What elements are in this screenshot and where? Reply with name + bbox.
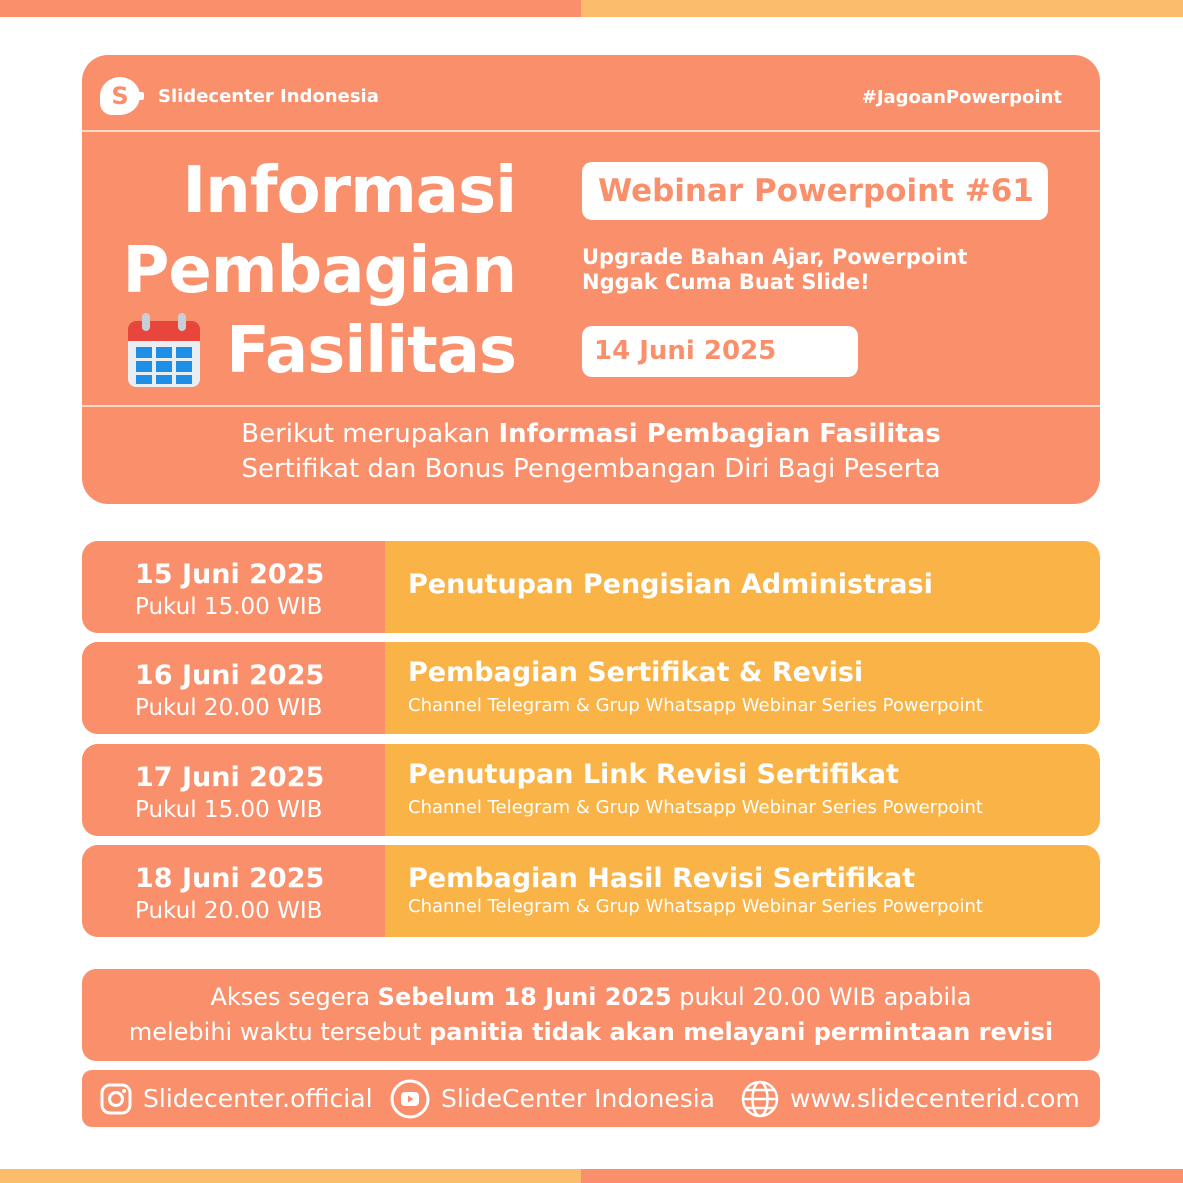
page-title	[123, 151, 517, 391]
schedule-time: Pukul 15.00 WIB	[135, 797, 323, 823]
schedule-time: Pukul 20.00 WIB	[135, 898, 323, 924]
schedule-title: Pembagian Sertifikat & Revisi	[408, 657, 864, 688]
schedule-title: Penutupan Link Revisi Sertifikat	[408, 759, 899, 790]
divider	[82, 405, 1100, 407]
bottom-stripe	[0, 1169, 1183, 1183]
instagram-icon	[99, 1082, 133, 1116]
hashtag: #JagoanPowerpoint	[861, 87, 1062, 108]
brand	[100, 77, 379, 115]
divider	[82, 130, 1100, 132]
subtitle-line-2: Nggak Cuma Buat Slide!	[582, 270, 870, 294]
header-card	[82, 55, 1100, 504]
title-line-3: Fasilitas	[226, 314, 516, 388]
notice-bold: panitia tidak akan melayani permintaan revisi	[429, 1018, 1054, 1046]
calendar-icon	[124, 311, 204, 391]
intro-line-2: Sertifikat dan Bonus Pengembangan Diri Bagi Peserta	[241, 454, 941, 484]
instagram-link[interactable]	[99, 1070, 373, 1127]
website-url: www.slidecenterid.com	[790, 1084, 1080, 1113]
intro-bold: Informasi Pembagian Fasilitas	[498, 419, 941, 449]
youtube-channel: SlideCenter Indonesia	[441, 1084, 715, 1113]
deadline-notice	[82, 969, 1100, 1061]
schedule-row	[82, 845, 1100, 937]
title-line-2: Pembagian	[122, 234, 516, 308]
intro-text	[82, 417, 1100, 487]
website-link[interactable]	[740, 1070, 1080, 1127]
schedule-subtitle: Channel Telegram & Grup Whatsapp Webinar Series Powerpoint	[408, 695, 983, 716]
notice-text: pukul 20.00 WIB apabila	[671, 983, 972, 1011]
schedule-title: Pembagian Hasil Revisi Sertifikat	[408, 863, 916, 894]
schedule-row	[82, 541, 1100, 633]
top-stripe	[0, 0, 1183, 17]
schedule-row	[82, 744, 1100, 836]
instagram-handle: Slidecenter.official	[143, 1084, 373, 1113]
slidecenter-logo-icon: S	[100, 77, 140, 115]
brand-name: Slidecenter Indonesia	[158, 85, 379, 107]
schedule-date: 18 Juni 2025	[135, 863, 325, 894]
schedule-date: 17 Juni 2025	[135, 762, 325, 793]
schedule-time: Pukul 15.00 WIB	[135, 594, 323, 620]
schedule-time: Pukul 20.00 WIB	[135, 695, 323, 721]
event-date: 14 Juni 2025	[582, 326, 858, 377]
social-footer	[82, 1070, 1100, 1127]
youtube-icon	[389, 1078, 431, 1120]
notice-bold: Sebelum 18 Juni 2025	[377, 983, 672, 1011]
subtitle-line-1: Upgrade Bahan Ajar, Powerpoint	[582, 245, 968, 269]
intro-pre: Berikut merupakan	[241, 419, 499, 449]
notice-text: Akses segera	[210, 983, 378, 1011]
schedule-row	[82, 642, 1100, 734]
schedule-subtitle: Channel Telegram & Grup Whatsapp Webinar Series Powerpoint	[408, 896, 983, 917]
schedule-date: 15 Juni 2025	[135, 559, 325, 590]
globe-icon	[740, 1079, 780, 1119]
schedule-date: 16 Juni 2025	[135, 660, 325, 691]
notice-text: melebihi waktu tersebut	[128, 1018, 430, 1046]
title-line-1: Informasi	[182, 154, 516, 228]
schedule-subtitle: Channel Telegram & Grup Whatsapp Webinar Series Powerpoint	[408, 797, 983, 818]
webinar-label: Webinar Powerpoint #61	[582, 162, 1048, 220]
event-subtitle	[582, 245, 967, 295]
schedule-title: Penutupan Pengisian Administrasi	[408, 569, 933, 600]
youtube-link[interactable]	[389, 1070, 715, 1127]
